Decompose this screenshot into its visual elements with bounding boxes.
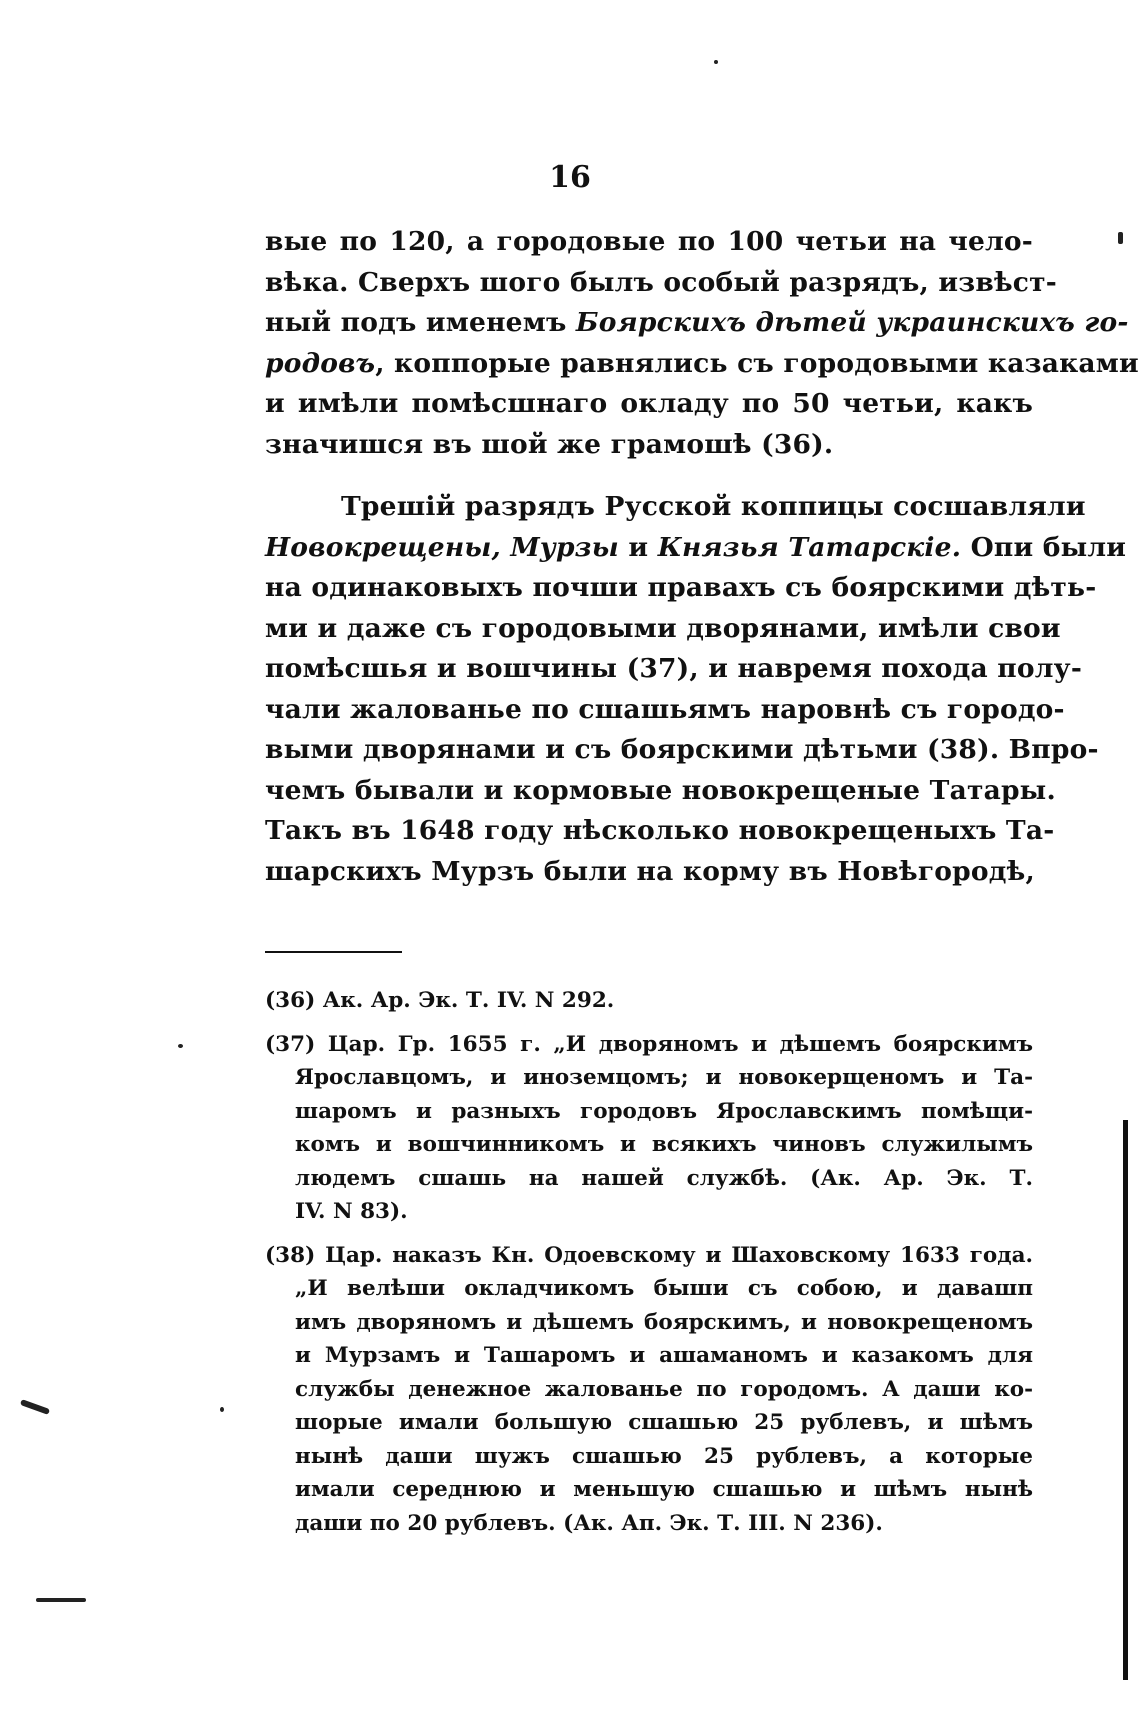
text-line: на одинаковыхъ почши правахъ съ боярскими дѣть- [265,572,1097,603]
footnote-line: Ярославцомъ, и иноземцомъ; и новокерщеномъ и Та- [295,1065,1033,1090]
text-line [265,303,1129,344]
footnote-line: комъ и вошчинникомъ и всякихъ чиновъ служилымъ [295,1132,1033,1157]
text-fragment: ный подъ именемъ [265,307,576,338]
footnotes [265,984,1033,1550]
footnote-line: даши по 20 рублевъ. (Ак. Ап. Эк. Т. III. N 236). [295,1510,883,1536]
scan-speck [714,60,718,64]
text-line [265,344,1139,385]
italic-title: Боярскихъ дѣтей украинскихъ го- [575,307,1129,338]
text-line: вѣка. Сверхъ шого былъ особый разрядъ, извѣст- [265,266,1057,298]
italic-title: родовъ [265,347,376,379]
footnote-line: и Мурзамъ и Ташаромъ и ашаманомъ и казакомъ для [295,1343,1033,1368]
text-line [265,528,1127,569]
footnote-divider [265,951,402,953]
footnote-line: „И велѣши окладчикомъ быши съ собою, и давашп [295,1276,1033,1301]
text-fragment: и [618,531,658,563]
footnote-line: (37) Цар. Гр. 1655 г. „И дворяномъ и дѣшемъ боярскимъ [265,1031,1033,1057]
italic-title: Князья Татарскіе. [657,531,962,563]
paragraph-gap [265,465,1033,487]
scan-speck [36,1598,86,1602]
footnote-line: (36) Ак. Ар. Эк. Т. IV. N 292. [265,988,615,1013]
scan-speck [20,1399,50,1415]
text-line: чемъ бывали и кормовые новокрещеные Татары. [265,774,1056,806]
footnote-line: людемъ сшашь на нашей службѣ. (Ак. Ар. Эк. Т. [295,1165,1033,1191]
text-line: чали жалованье по сшашьямъ наровнѣ съ городо- [265,693,1065,725]
text-fragment: , коппорые равнялись съ городовыми казаками [375,347,1139,379]
text-line: Трешій разрядъ Русской коппицы сосшавляли [341,491,1086,522]
footnote-37 [265,1028,1033,1229]
footnote-line: (38) Цар. наказъ Кн. Одоевскому и Шаховскому 1633 года. [265,1242,1033,1268]
text-line: выми дворянами и съ боярскими дѣтьми (38). Впро- [265,734,1099,765]
text-line: помѣсшья и вошчины (37), и навремя похода полу- [265,653,1083,684]
scan-speck [1118,232,1123,244]
footnote-line: имали середнюю и меньшую сшашью и шѣмъ нынѣ [295,1477,1033,1502]
text-fragment: Опи были [961,531,1127,563]
text-line: ми и даже съ городовыми дворянами, имѣли свои [265,612,1061,644]
scan-speck [178,1044,183,1048]
scan-speck [220,1407,224,1412]
text-line: и имѣли помѣсшнаго окладу по 50 четьи, какъ [265,388,1033,419]
footnote-38 [265,1239,1033,1541]
text-line: вые по 120, а городовые по 100 четьи на чело- [265,226,1033,257]
footnote-line: службы денежное жалованье по городомъ. А даши ко- [295,1376,1033,1402]
text-line: шарскихъ Мурзъ были на корму въ Новѣгородѣ, [265,855,1035,887]
text-line: значишся въ шой же грамошѣ (36). [265,428,834,460]
main-text [265,222,1139,892]
footnote-36 [265,984,1033,1018]
text-line: Такъ въ 1648 году нѣсколько новокрещеныхъ Та- [265,815,1055,846]
footnote-line: имъ дворяномъ и дѣшемъ боярскимъ, и новокрещеномъ [295,1309,1033,1335]
footnote-line: шаромъ и разныхъ городовъ Ярославскимъ помѣщи- [295,1098,1033,1124]
footnote-line: IV. N 83). [295,1199,408,1224]
italic-title: Новокрещены, Мурзы [265,531,619,563]
scan-edge-mark [1123,1120,1128,1680]
footnote-line: шорые имали большую сшашью 25 рублевъ, и шѣмъ [295,1410,1033,1435]
footnote-line: нынѣ даши шужъ сшашью 25 рублевъ, а которые [295,1443,1033,1469]
page-number: 16 [549,160,591,195]
